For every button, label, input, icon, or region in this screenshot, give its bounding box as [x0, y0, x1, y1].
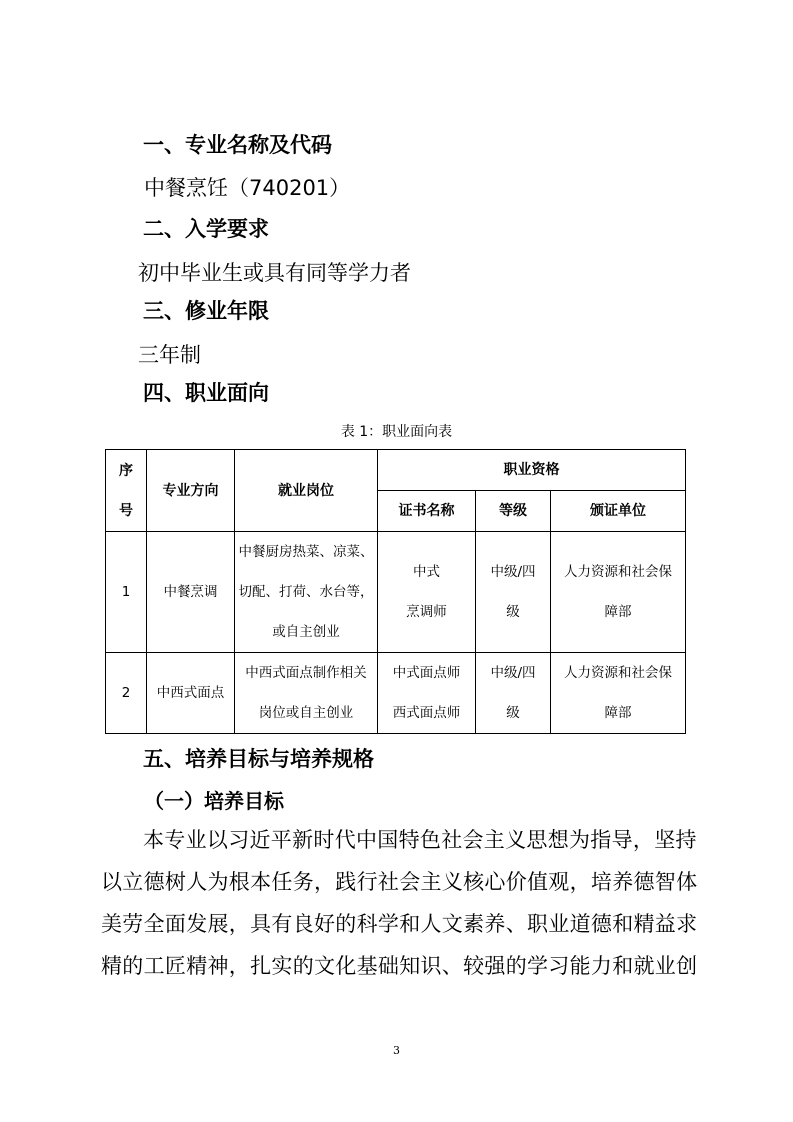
row1-post-line: 切配、打荷、水台等，	[238, 584, 374, 600]
row1-post-line: 或自主创业	[272, 624, 340, 640]
section1-heading: 一、专业名称及代码	[143, 133, 332, 157]
study-duration: 三年制	[138, 343, 201, 367]
page-number: 3	[393, 1044, 400, 1057]
row1-post	[235, 532, 378, 653]
section4-heading: 四、职业面向	[143, 381, 269, 405]
row2-direction: 中西式面点	[147, 653, 235, 734]
training-objective-heading: （一）培养目标	[144, 789, 284, 813]
section5-heading: 五、培养目标与培养规格	[143, 747, 374, 771]
table-row	[106, 653, 686, 734]
career-orientation-table	[105, 449, 686, 734]
row1-direction: 中餐烹调	[147, 532, 235, 653]
major-name-code: 中餐烹饪（740201）	[144, 176, 351, 200]
header-post: 就业岗位	[235, 450, 378, 532]
row1-issuer-line: 人力资源和社会保	[564, 564, 672, 580]
table-row	[106, 532, 686, 653]
paragraph-line: 以立德树人为根本任务，践行社会主义核心价值观，培养德智体	[101, 870, 698, 894]
header-seq-top: 序	[119, 462, 133, 479]
row2-cert-line: 中式面点师	[392, 665, 461, 681]
row1-cert-line: 中式	[413, 564, 440, 580]
header-issuer: 颁证单位	[551, 491, 686, 532]
row2-seq: 2	[106, 653, 147, 734]
paragraph-line: 美劳全面发展，具有良好的科学和人文素养、职业道德和精益求	[101, 912, 698, 936]
row1-cert-line: 烹调师	[406, 604, 447, 620]
row1-level-line: 中级/四	[490, 564, 536, 580]
row1-post-line: 中餐厨房热菜、凉菜、	[238, 544, 374, 560]
section2-heading: 二、入学要求	[143, 217, 269, 241]
paragraph-line: 本专业以习近平新时代中国特色社会主义思想为指导，坚持	[143, 828, 697, 852]
header-qualification: 职业资格	[378, 450, 686, 491]
row2-cert	[378, 653, 476, 734]
row2-post-line: 岗位或自主创业	[258, 705, 354, 721]
paragraph-line: 精的工匠精神，扎实的文化基础知识、较强的学习能力和就业创	[101, 954, 698, 978]
table-caption: 表 1：职业面向表	[340, 424, 453, 440]
row1-cert	[378, 532, 476, 653]
row2-level	[476, 653, 551, 734]
row2-post-line: 中西式面点制作相关	[245, 665, 367, 681]
row2-issuer-line: 人力资源和社会保	[564, 665, 672, 681]
row2-cert-line: 西式面点师	[392, 705, 461, 721]
header-cert: 证书名称	[378, 491, 476, 532]
header-seq	[106, 450, 147, 532]
row2-level-line: 级	[506, 705, 520, 721]
row1-seq: 1	[106, 532, 147, 653]
section3-heading: 三、修业年限	[143, 299, 269, 323]
row2-level-line: 中级/四	[490, 665, 536, 681]
entry-requirement: 初中毕业生或具有同等学力者	[138, 261, 411, 285]
header-level: 等级	[476, 491, 551, 532]
row2-post	[235, 653, 378, 734]
row1-issuer-line: 障部	[604, 604, 632, 620]
row1-level-line: 级	[506, 604, 520, 620]
header-direction: 专业方向	[147, 450, 235, 532]
row2-issuer	[551, 653, 686, 734]
row1-issuer	[551, 532, 686, 653]
header-seq-bottom: 号	[119, 502, 133, 519]
row2-issuer-line: 障部	[604, 705, 632, 721]
row1-level	[476, 532, 551, 653]
